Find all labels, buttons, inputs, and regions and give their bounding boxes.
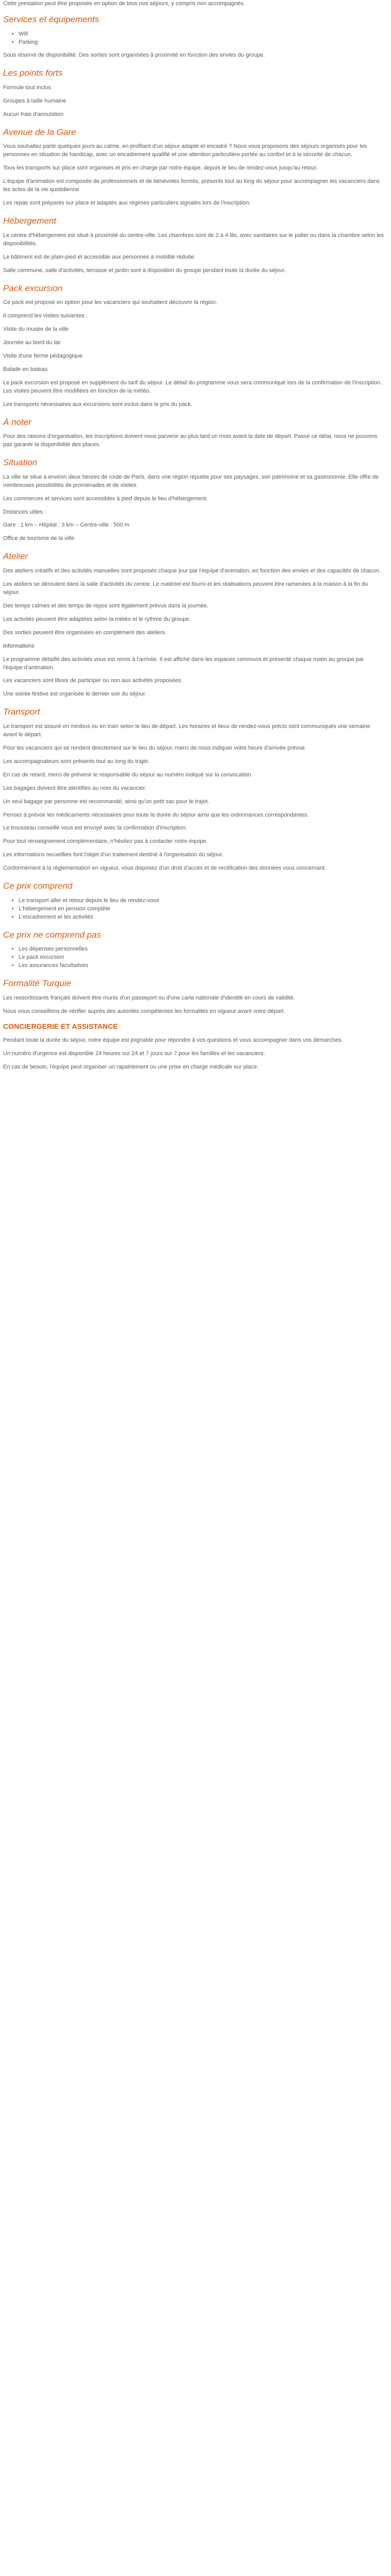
services-list xyxy=(3,30,385,47)
paragraph: Les repas sont préparés sur place et adaptés aux régimes particuliers signalés lors de l'inscription. xyxy=(3,200,251,207)
paragraph: Le centre d'hébergement est situé à proximité du centre-ville. Les chambres sont de 2 à 4 lits, avec sanitaires sur le palier ou dans la chambre selon les disponibilités. xyxy=(3,232,384,247)
prix-comprend-title: Ce prix comprend xyxy=(3,881,73,891)
intro: Cette prestation peut être proposée en option de tous nos séjours, y compris non accompagnés. xyxy=(3,1,246,7)
paragraph: Le pack excursion est proposé en supplément du tarif du séjour. Le détail du programme vous sera communiqué lors de la confirmation de l'inscription. Les visites peuvent être modifiées en fonction de la météo. xyxy=(3,379,382,394)
services-title: Services et équipements xyxy=(3,14,100,24)
list-item: • Wifi xyxy=(19,30,385,39)
paragraph: Des temps calmes et des temps de repos sont également prévus dans la journée. xyxy=(3,602,209,609)
situation-title: Situation xyxy=(3,457,38,468)
paragraph: Pendant toute la durée du séjour, notre équipe est joignable pour répondre à vos questions et vous accompagner dans vos démarches. xyxy=(3,1037,343,1043)
list-item: • Les assurances facultatives xyxy=(19,962,385,970)
pack-title: Pack excursion xyxy=(3,283,63,293)
paragraph: Pour des raisons d'organisation, les inscriptions doivent nous parvenir au plus tard un mois avant la date de départ. Passé ce délai, nous ne pouvons pas garantir la disponibilité des places. xyxy=(3,433,378,448)
paragraph: Ce pack est proposé en option pour les vacanciers qui souhaitent découvrir la région. xyxy=(3,299,218,306)
list-item: • Le pack excursion xyxy=(19,954,385,962)
paragraph: Il comprend les visites suivantes : xyxy=(3,313,88,319)
avoir-title: À noter xyxy=(3,417,31,427)
paragraph: Les ateliers se déroulent dans la salle d'activités du centre. Le matériel est fourni et les réalisations peuvent être ramenées à la maison à la fin du séjour. xyxy=(3,581,368,596)
paragraph: Des ateliers créatifs et des activités manuelles sont proposés chaque jour par l'équipe d'animation, en fonction des envies et des capacités de chacun. xyxy=(3,568,381,574)
paragraph: Un seul bagage par personne est recommandé, ainsi qu'un petit sac pour le trajet. xyxy=(3,798,209,805)
paragraph: Les vacanciers sont libres de participer ou non aux activités proposées. xyxy=(3,677,183,684)
paragraph: Distances utiles : xyxy=(3,509,46,515)
paragraph: Une soirée festive est organisée le dernier soir du séjour. xyxy=(3,691,146,698)
transport-title: Transport xyxy=(3,707,40,717)
paragraph: Les transports nécessaires aux excursions sont inclus dans le prix du pack. xyxy=(3,401,192,408)
paragraph: Salle commune, salle d'activités, terrasse et jardin sont à disposition du groupe pendant toute la durée du séjour. xyxy=(3,267,286,274)
list-item: • L'hébergement en pension complète xyxy=(19,905,385,913)
content xyxy=(3,0,385,1077)
paragraph: Les commerces et services sont accessibles à pied depuis le lieu d'hébergement. xyxy=(3,495,208,502)
points-item: Formule tout inclus xyxy=(3,84,51,91)
points-title: Les points forts xyxy=(3,68,63,78)
list-item: • L'encadrement et les activités xyxy=(19,913,385,922)
paragraph: Informations xyxy=(3,642,35,649)
paragraph: Le transport est assuré en minibus ou en train selon le lieu de départ. Les horaires et lieux de rendez-vous précis sont communiqués une semaine avant le départ. xyxy=(3,723,370,738)
paragraph: En cas de retard, merci de prévenir le responsable du séjour au numéro indiqué sur la convocation. xyxy=(3,771,253,778)
prix-non-list xyxy=(3,945,385,970)
paragraph: Journée au bord du lac xyxy=(3,339,61,346)
paragraph: L'équipe d'animation est composée de professionnels et de bénévoles formés, présents tout au long du séjour pour accompagner les vacanciers dans les actes de la vie quotidienne. xyxy=(3,178,380,193)
points-item: Groupes à taille humaine xyxy=(3,97,67,104)
prix-non-title: Ce prix ne comprend pas xyxy=(3,929,101,940)
paragraph: La ville se situe à environ deux heures de route de Paris, dans une région réputée pour ses paysages, son patrimoine et sa gastronomie. Elle offre de nombreuses possibilités de promenades et de visites. xyxy=(3,473,379,488)
paragraph: Des sorties peuvent être organisées en complément des ateliers. xyxy=(3,629,167,636)
paragraph: En cas de besoin, l'équipe peut organiser un rapatriement ou une prise en charge médicale sur place. xyxy=(3,1063,258,1070)
atelier-title: Atelier xyxy=(3,551,28,562)
paragraph: Les accompagnateurs sont présents tout au long du trajet. xyxy=(3,758,150,765)
formalite-title: Formalité Turquie xyxy=(3,978,71,989)
paragraph: Gare : 1 km – Hôpital : 3 km – Centre-ville : 500 m xyxy=(3,522,129,529)
paragraph: Pour les vacanciers qui se rendent directement sur le lieu du séjour, merci de nous indiquer votre heure d'arrivée prévue. xyxy=(3,744,306,751)
hebergement-title: Hébergement xyxy=(3,216,57,226)
paragraph: Les bagages doivent être identifiés au nom du vacancier. xyxy=(3,785,146,791)
paragraph: Le bâtiment est de plain-pied et accessible aux personnes à mobilité réduite. xyxy=(3,253,196,260)
paragraph: Les ressortissants français doivent être munis d'un passeport ou d'une carte nationale d'identité en cours de validité. xyxy=(3,994,295,1001)
paragraph: Vous souhaitez partir quelques jours au calme, en profitant d'un séjour adapté et encadré ? Nous vous proposons des séjours organisés pour les personnes en situation de handicap, avec un encadrement qualifié et une attention particulière portée au confort et à la sécurité de chacun. xyxy=(3,143,367,158)
paragraph: Balade en bateau xyxy=(3,366,48,372)
paragraph: Les activités peuvent être adaptées selon la météo et le rythme du groupe. xyxy=(3,616,191,622)
services-note: Sous réserve de disponibilité. Des sorties sont organisées à proximité en fonction des envies du groupe. xyxy=(3,52,265,59)
paragraph: Visite du musée de la ville xyxy=(3,326,69,333)
list-item: • Le transport aller et retour depuis le lieu de rendez-vous xyxy=(19,897,385,905)
list-item: • Parking xyxy=(19,39,385,47)
points-item: Aucun frais d'annulation xyxy=(3,111,64,117)
paragraph: Les informations recueillies font l'objet d'un traitement destiné à l'organisation du séjour. xyxy=(3,852,223,858)
paragraph: Visite d'une ferme pédagogique xyxy=(3,352,83,359)
paragraph: Pour tout renseignement complémentaire, n'hésitez pas à contacter notre équipe. xyxy=(3,838,208,845)
paragraph: Office de tourisme de la ville xyxy=(3,535,74,542)
conciergerie-title: CONCIERGERIE ET ASSISTANCE xyxy=(3,1022,118,1030)
prix-comprend-list xyxy=(3,897,385,922)
paragraph: Pensez à prévoir les médicaments nécessaires pour toute la durée du séjour ainsi que les ordonnances correspondantes. xyxy=(3,811,309,818)
paragraph: Conformément à la réglementation en vigueur, vous disposez d'un droit d'accès et de rectification des données vous concernant. xyxy=(3,865,327,872)
paragraph: Le programme détaillé des activités vous est remis à l'arrivée. Il est affiché dans les espaces communs et présenté chaque matin au groupe par l'équipe d'animation. xyxy=(3,656,364,671)
paragraph: Nous vous conseillons de vérifier auprès des autorités compétentes les formalités en vigueur avant votre départ. xyxy=(3,1008,285,1014)
paragraph: Un numéro d'urgence est disponible 24 heures sur 24 et 7 jours sur 7 pour les familles et les vacanciers. xyxy=(3,1050,265,1057)
avenue-title: Avenue de la Gare xyxy=(3,127,76,137)
paragraph: Tous les transports sur place sont organisés et pris en charge par notre équipe, depuis le lieu de rendez-vous jusqu'au retour. xyxy=(3,165,318,172)
paragraph: Le trousseau conseillé vous est envoyé avec la confirmation d'inscription. xyxy=(3,825,187,832)
list-item: • Les dépenses personnelles xyxy=(19,945,385,954)
